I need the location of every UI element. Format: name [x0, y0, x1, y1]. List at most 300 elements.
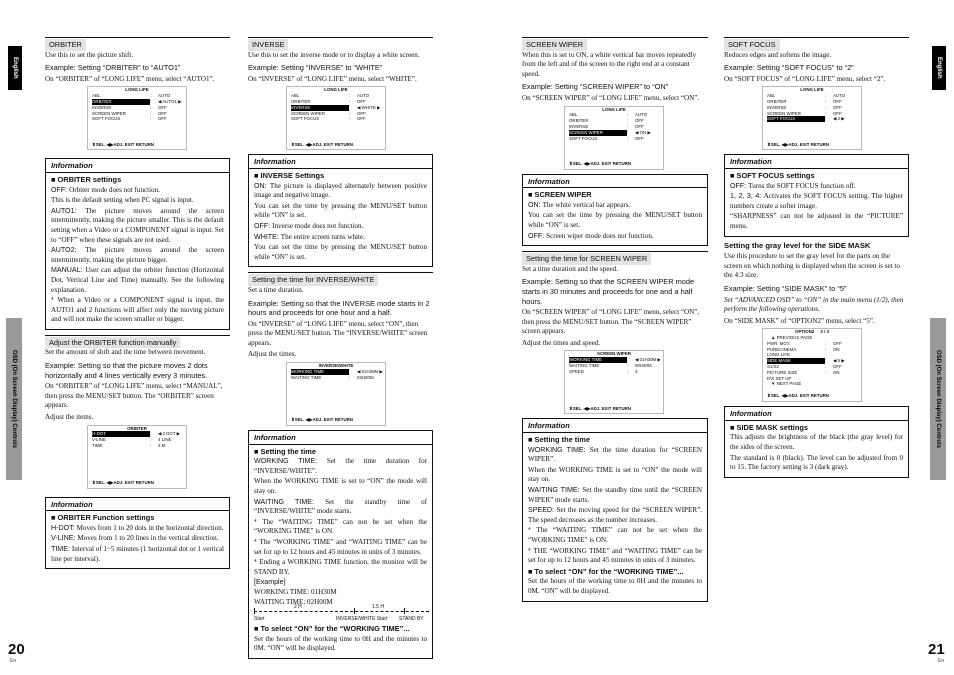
info-term: AUTO1: — [51, 206, 86, 215]
side-mask-note: Set “ADVANCED OSD” to “ON” in the main menu (1/2), then perform the following operations. — [724, 295, 904, 314]
menu-row-value: ◀ ON ▶ — [635, 129, 651, 135]
example-waiting: WAITING TIME: 02H00M — [254, 597, 333, 606]
info-subtitle: ■ SOFT FOCUS settings — [730, 170, 815, 180]
inverse-time-on-text: On “INVERSE” of “LONG LIFE” menu, select “ON”, then press the MENU/SET button. The “INVERSE/WHITE” screen appears. — [248, 319, 428, 347]
screen-wiper-on-text: On “SCREEN WIPER” of “LONG LIFE” menu, select “ON”. — [522, 93, 700, 102]
info-term: ON: — [528, 200, 543, 209]
soft-focus-intro: Reduces edges and softens the image. — [724, 50, 832, 59]
menu-row-label: ORBITER — [291, 98, 311, 104]
menu-row-colon: : — [349, 368, 351, 374]
orbiter-manual-bar: Adjust the ORBITER function manually — [45, 335, 230, 349]
menu-title: SCREEN WIPER — [597, 351, 631, 357]
info-header: Information — [523, 177, 707, 189]
info-term: WAITING TIME: — [254, 497, 326, 506]
info-item — [254, 498, 427, 517]
orbiter-manual-on-text: On “ORBITER” of “LONG LIFE” menu, select “MANUAL”, then press the MENU/SET button. The “ORBITER” screen appears. — [45, 382, 223, 410]
screen-wiper-time-menu-screenshot — [564, 350, 664, 414]
menu-row-colon: : — [150, 93, 152, 99]
info-text: User can adjust the orbiter function (Horizontal Dot, Vertical Line and Time) manually. See the following explanation. — [51, 266, 224, 294]
menu-row-colon: : — [349, 116, 351, 122]
menu-row-colon: : — [627, 118, 629, 124]
info-subtitle: ■ ORBITER settings — [51, 174, 122, 184]
menu-row-colon: : — [150, 98, 152, 104]
menu-row-colon: : — [349, 104, 351, 110]
menu-row-label: WORKING TIME — [291, 369, 349, 375]
info-text: The “WORKING TIME” and “WAITING TIME” can be set for up to 12 hours and 45 minutes in units of 3 minutes. — [254, 538, 428, 556]
info-text: You can set the time by pressing the MENU/SET button while “ON” is set. — [254, 243, 427, 261]
info-item — [528, 526, 702, 545]
inverse-time-info-box — [248, 430, 433, 659]
menu-row-label: INVERSE — [569, 123, 589, 129]
info-item — [528, 201, 702, 211]
menu-row-colon: : — [150, 104, 152, 110]
menu-row-colon: : — [627, 357, 629, 363]
menu-row-colon: : — [150, 443, 152, 449]
menu-footer: ⬍SEL. ◀▶ADJ. EXIT RETURN — [569, 160, 631, 166]
screen-wiper-time-adjust: Adjust the times and speed. — [522, 338, 601, 347]
timeline-tick — [404, 608, 405, 614]
info-header: Information — [725, 157, 908, 169]
menu-row-label: SCREEN WIPER — [92, 110, 126, 116]
timeline-start: Start — [254, 616, 265, 623]
menu-row-label: PWR. MGT. — [767, 340, 791, 346]
menu-title: ORBITER — [127, 425, 147, 431]
menu-row-value: OFF — [357, 98, 366, 104]
info-term: V-LINE: — [51, 534, 78, 543]
menu-row-value: OFF — [357, 110, 366, 116]
info-term: SPEED: — [528, 506, 557, 515]
info-item — [528, 486, 702, 505]
info-item — [254, 477, 427, 496]
info-term: WAITING TIME: — [528, 486, 583, 495]
menu-row-value: OFF — [635, 118, 644, 124]
timeline-label-1-5h: 1.5 H — [372, 604, 384, 611]
menu-row-label: ABL — [291, 93, 300, 99]
screen-wiper-time-example: Example: Setting so that the SCREEN WIPER mode starts in 30 minutes and proceeds for one and a half hours. — [522, 277, 695, 306]
info-text: The “WAITING TIME” can not be set when the “WORKING TIME” is ON. — [528, 526, 703, 544]
menu-row-label: ABL — [767, 93, 776, 99]
menu-row-colon — [825, 376, 833, 382]
info-item — [51, 186, 224, 196]
page-number-left: 20 — [8, 641, 25, 658]
menu-row-value: ◀ WHITE ▶ — [357, 104, 381, 110]
info-text: Inverse mode does not function. — [272, 221, 364, 230]
menu-row-colon: : — [150, 431, 152, 437]
page-number-right: 21 — [928, 641, 945, 658]
orbiter-manual-intro: Set the amount of shift and the time between movement. — [45, 348, 206, 357]
menu-row-colon: : — [825, 340, 827, 346]
info-text: The white vertical bar appears. — [542, 200, 631, 209]
soft-focus-section-bar — [724, 37, 909, 51]
info-item — [254, 233, 427, 243]
info-item — [730, 182, 903, 192]
screen-wiper-title: SCREEN WIPER — [522, 39, 587, 51]
menu-title: INVERSE/WHITE — [318, 363, 354, 369]
info-term: ON: — [254, 181, 270, 190]
info-subtitle: ■ Setting the time — [254, 446, 316, 456]
option2-menu-screenshot — [762, 328, 862, 402]
info-term: 1, 2, 3, 4: — [730, 192, 764, 201]
soft-focus-info-box — [724, 154, 909, 236]
menu-row-colon: : — [825, 116, 827, 122]
menu-row-value: AUTO — [357, 93, 370, 99]
menu-row-label: WAITING TIME — [291, 374, 322, 380]
menu-row-value: ON — [833, 369, 840, 375]
info-item — [51, 296, 224, 325]
soft-focus-menu-screenshot — [762, 86, 862, 150]
menu-row-label: ABL — [569, 112, 578, 118]
info-term: OFF: — [254, 221, 273, 230]
menu-row-label: SOFT FOCUS — [767, 116, 825, 122]
info-term: OFF: — [51, 185, 70, 194]
menu-row-value: OFF — [833, 364, 842, 370]
orbiter-manual-menu-screenshot — [87, 425, 187, 489]
info-text: The “WAITING TIME” can not be set when the “WORKING TIME” is ON. — [254, 517, 428, 536]
orbiter-menu-screenshot — [87, 86, 187, 150]
inverse-menu-screenshot — [286, 86, 386, 150]
info-text: You can set the time by pressing the MENU/SET button while “ON” is set. — [254, 201, 427, 220]
previous-page-item: ▲ PREVIOUS PAGE — [771, 335, 813, 341]
menu-footer: ⬍SEL. ◀▶ADJ. EXIT RETURN — [569, 405, 631, 411]
menu-row — [763, 116, 861, 122]
timeline-inverse-start: INVERSE/WHITE Start — [336, 616, 388, 623]
inverse-time-intro: Set a time duration. — [248, 285, 304, 294]
orbiter-example: Example: Setting “ORBITER” to “AUTO1” — [45, 63, 181, 73]
menu-row-label: SOFT FOCUS — [92, 116, 121, 122]
timeline-line — [254, 611, 429, 612]
timeline-label-2h: 2 H — [294, 604, 302, 611]
menu-row-value: ON — [833, 346, 840, 352]
info-item — [528, 211, 702, 230]
screen-wiper-menu-screenshot — [564, 106, 664, 170]
info-term: MANUAL: — [51, 266, 86, 275]
menu-row-label: ORBITER — [767, 98, 787, 104]
info-term: OFF: — [730, 181, 749, 190]
menu-title: LONG LIFE — [800, 87, 824, 93]
info-subtitle: ■ To select “ON” for the “WORKING TIME”... — [528, 566, 684, 576]
menu-row-label: ABL — [92, 93, 101, 99]
menu-row — [287, 375, 385, 381]
screen-wiper-time-bar: Setting the time for SCREEN WIPER — [522, 251, 708, 265]
info-item — [254, 518, 427, 537]
side-mask-example: Example: Setting “SIDE MASK” to “5” — [724, 283, 847, 293]
english-tab-left: English — [8, 46, 22, 90]
menu-row-value: OFF — [833, 98, 842, 104]
menu-row-value: OFF — [158, 116, 167, 122]
menu-footer: ⬍SEL. ◀▶ADJ. EXIT RETURN — [291, 417, 353, 423]
page-en-right: En — [938, 658, 945, 664]
orbiter-column — [45, 37, 230, 569]
soft-focus-column — [724, 37, 909, 478]
menu-row-colon: : — [825, 110, 827, 116]
menu-row-colon: : — [349, 93, 351, 99]
side-mask-on-text: On “SIDE MASK” of “OPTION2” menu, select “5”. — [724, 316, 875, 325]
soft-focus-title: SOFT FOCUS — [724, 39, 780, 51]
info-item — [254, 182, 427, 201]
inverse-info-box — [248, 154, 433, 267]
menu-row-label: TIME — [92, 443, 103, 449]
side-mask-heading: Setting the gray level for the SIDE MASK — [724, 240, 871, 250]
inverse-example: Example: Setting “INVERSE” to “WHITE” — [248, 63, 383, 73]
info-item — [528, 446, 702, 465]
side-mask-info-text1: This adjusts the brightness of the black (the gray level) for the sides of the screen. — [730, 433, 903, 452]
menu-row-label: ORBITER — [569, 118, 589, 124]
orbiter-section-bar — [45, 37, 230, 51]
menu-footer: ⬍SEL. ◀▶ADJ. EXIT RETURN — [92, 479, 154, 485]
menu-row-colon: : — [150, 116, 152, 122]
info-text: THE “WORKING TIME” and “WAITING TIME” can be set for up to 12 hours and 45 minutes in units of 3 minutes. — [528, 546, 702, 565]
on-select-text: Set the hours of the working time to 0H and the minutes to 0M. “ON” will be displayed. — [528, 577, 702, 595]
menu-row-value: OFF — [833, 104, 842, 110]
on-select-text: Set the hours of the working time to 0H and the minutes to 0M. “ON” will be displayed. — [254, 634, 427, 653]
menu-row-value: OFF — [357, 116, 366, 122]
orbiter-function-info-box — [45, 497, 230, 570]
info-item — [254, 538, 427, 557]
info-text: Activates the SOFT FOCUS setting. The higher numbers create a softer image. — [730, 192, 903, 210]
info-text: Screen wiper mode does not function. — [546, 231, 654, 240]
menu-row-value: 00H30M — [635, 363, 652, 369]
info-term: WORKING TIME: — [528, 445, 590, 454]
info-subtitle: ■ SCREEN WIPER — [528, 190, 592, 200]
menu-row-value: 3 M — [158, 443, 166, 449]
example-label: [Example] — [254, 578, 286, 587]
info-item — [528, 232, 702, 242]
inverse-time-bar: Setting the time for INVERSE/WHITE — [248, 272, 433, 286]
info-term: TIME: — [51, 545, 72, 553]
info-item — [51, 524, 224, 534]
menu-row-value: ◀ 01H30M ▶ — [635, 357, 661, 363]
info-subtitle: ■ SIDE MASK settings — [730, 422, 808, 432]
info-term: * — [51, 296, 58, 305]
info-item — [254, 222, 427, 232]
info-item — [528, 547, 702, 566]
info-item — [254, 457, 427, 476]
screen-wiper-section-bar — [522, 37, 708, 51]
menu-row-colon: : — [825, 369, 827, 375]
menu-row — [565, 369, 663, 375]
info-header: Information — [725, 409, 908, 421]
menu-row-label: PURECINEMA — [767, 346, 797, 352]
info-term: OFF: — [528, 231, 547, 240]
timeline-tick — [254, 608, 255, 614]
info-item — [528, 506, 702, 525]
info-item — [254, 243, 427, 262]
menu-row-label: V-LINE — [92, 437, 106, 443]
side-mask-info-text2: The standard is 0 (black). The level can be adjusted from 0 to 15. The factory setting is 3 (dark gray). — [730, 453, 903, 472]
menu-row-value: 02H00M — [357, 374, 374, 380]
inverse-time-adjust: Adjust the times. — [248, 350, 297, 359]
page-en-left: En — [10, 658, 17, 664]
info-text: Set the time duration for “SCREEN WIPER”. — [528, 445, 702, 464]
info-term: AUTO2: — [51, 246, 86, 255]
menu-row-label: SOFT FOCUS — [291, 116, 320, 122]
menu-footer: ⬍SEL. ◀▶ADJ. EXIT RETURN — [92, 141, 154, 147]
menu-row-colon: : — [627, 368, 629, 374]
info-text: Orbiter mode does not function. — [69, 185, 160, 194]
menu-row-label: INVERSE — [767, 104, 787, 110]
menu-row-label: LONG LIFE — [767, 352, 790, 358]
menu-row-colon: : — [825, 346, 827, 352]
menu-row-label: INVERSE — [291, 105, 349, 111]
info-text: Ending a WORKING TIME function, the monitor will be STAND BY. — [254, 558, 427, 576]
side-mask-intro: Use this procedure to set the gray level for the parts on the screen on which nothing is displayed when the screen is set to the 4:3 size. — [724, 252, 900, 280]
info-text: Set the standby time until the “SCREEN WIPER” mode starts. — [528, 486, 702, 504]
menu-row-colon: : — [150, 437, 152, 443]
menu-row-value: AUTO — [833, 93, 846, 99]
menu-footer: ⬍SEL. ◀▶ADJ. EXIT RETURN — [291, 141, 353, 147]
info-item — [254, 558, 427, 577]
info-term: H-DOT: — [51, 523, 77, 532]
menu-title: OPTION2 3 / 3 — [795, 329, 829, 335]
menu-row-colon: : — [627, 363, 629, 369]
info-text: When a Video or a COMPONENT signal is input, the AUTO1 and 2 functions will affect only the moving picture and will not make the screen smaller or bigger. — [51, 296, 225, 324]
menu-row-colon: : — [627, 123, 629, 129]
menu-row — [287, 116, 385, 122]
orbiter-title: ORBITER — [45, 39, 86, 51]
info-item — [730, 212, 903, 231]
screen-wiper-intro: When this is set to ON, a white vertical bar moves repeatedly from the left and of the screen to the right end at a constant speed. — [522, 50, 697, 78]
screen-wiper-column — [522, 37, 708, 602]
info-item — [528, 466, 702, 485]
info-item — [51, 266, 224, 295]
menu-row-colon: : — [825, 358, 827, 364]
info-item — [51, 196, 224, 206]
menu-row-label: SOFT FOCUS — [569, 135, 598, 141]
screen-wiper-time-on-text: On “SCREEN WIPER” of “LONG LIFE” menu, select “ON”, then press the MENU/SET button. The “SCREEN WIPER” screen appears. — [522, 308, 700, 336]
info-text: Moves from 1 to 20 dots in the horizontal direction. — [76, 523, 224, 532]
soft-focus-on-text: On “SOFT FOCUS” of “LONG LIFE” menu, select “2”. — [724, 74, 886, 83]
info-item — [730, 192, 903, 211]
menu-row-value: OFF — [635, 123, 644, 129]
inverse-section-bar — [248, 37, 433, 51]
info-text: This is the default setting when PC signal is input. — [51, 196, 194, 205]
menu-row-colon: : — [825, 364, 827, 370]
menu-row-colon: : — [825, 93, 827, 99]
info-header: Information — [523, 421, 707, 433]
menu-row-label: H-DOT — [92, 431, 150, 437]
inverse-column — [248, 37, 433, 659]
menu-row-label: SPEED — [569, 368, 584, 374]
menu-row-value: ◀ 2 DOT ▶ — [158, 431, 181, 437]
menu-row-label: ORBITER — [92, 99, 150, 105]
menu-row-value: 4 LINE — [158, 437, 172, 443]
info-text: The picture is displayed alternately between positive image and negative image. — [254, 181, 427, 200]
info-text: The entire screen turns white. — [280, 232, 365, 241]
info-term: * — [254, 538, 260, 546]
menu-footer: ⬍SEL. ◀▶ADJ. EXIT RETURN — [767, 141, 829, 147]
menu-row-value: OFF — [635, 135, 644, 141]
info-text: When the WORKING TIME is set to “ON” the mode will stay on. — [254, 477, 427, 496]
orbiter-info-box — [45, 158, 230, 330]
inverse-white-menu-screenshot — [286, 362, 386, 426]
menu-row-value: OFF — [833, 110, 842, 116]
menu-row-colon: : — [627, 129, 629, 135]
orbiter-on-text: On “ORBITER” of “LONG LIFE” menu, select “AUTO1”. — [45, 74, 215, 83]
info-text: Interval of 1~5 minutes (1 horizontal dot or 1 vertical line per interval). — [51, 545, 224, 563]
info-term: WORKING TIME: — [254, 457, 327, 466]
soft-focus-example: Example: Setting “SOFT FOCUS” to “2” — [724, 63, 854, 73]
menu-row-colon: : — [627, 135, 629, 141]
side-mask-info-box — [724, 406, 909, 478]
screen-wiper-time-info-box — [522, 418, 708, 601]
orbiter-manual-example: Example: Setting so that the picture moves 2 dots horizontally and 4 lines vertically every 3 minutes. — [45, 361, 208, 380]
info-term: * — [528, 526, 537, 535]
info-item — [51, 246, 224, 265]
menu-row-value: ◀ 5 ▶ — [833, 358, 845, 364]
info-text: The picture moves around the screen intermittently, making the picture smaller. This is the default setting when a Video or a COMPONENT signal is input. Set to “OFF” when these signals are not used. — [51, 206, 225, 244]
inverse-on-text: On “INVERSE” of “LONG LIFE” menu, select “WHITE”. — [248, 74, 417, 83]
info-subtitle: ■ ORBITER Function settings — [51, 513, 155, 523]
menu-row-label: WORKING TIME — [569, 357, 627, 363]
screen-wiper-time-intro: Set a time duration and the speed. — [522, 264, 618, 273]
info-item — [51, 545, 224, 564]
info-term: * — [528, 546, 534, 555]
menu-row-colon: : — [627, 112, 629, 118]
timeline-diagram — [254, 604, 427, 623]
menu-row-label: DVI SET UP — [767, 375, 792, 381]
info-term: WHITE: — [254, 232, 281, 241]
info-text: Set the time duration for “INVERSE/WHITE”. — [254, 457, 427, 475]
info-text: Set the standby time of “INVERSE/WHITE” mode starts. — [254, 497, 427, 516]
example-working: WORKING TIME: 01H30M — [254, 587, 337, 596]
orbiter-intro: Use this to set the picture shift. — [45, 50, 134, 59]
screen-wiper-info-box — [522, 174, 708, 247]
info-header: Information — [46, 161, 229, 173]
menu-row-value: AUTO — [635, 112, 648, 118]
menu-row-label: SIDE MASK — [767, 358, 825, 364]
menu-row-label: WAITING TIME — [569, 363, 600, 369]
menu-row-value: ◀ 2 ▶ — [833, 116, 845, 122]
info-item — [254, 202, 427, 221]
menu-row-value: AUTO — [158, 93, 171, 99]
inverse-time-example: Example: Setting so that the INVERSE mode starts in 2 hours and proceeds for one hour and a half. — [248, 298, 430, 318]
info-term: * — [254, 558, 260, 567]
info-text: You can set the time by pressing the MENU/SET button while “ON” is set. — [528, 211, 702, 229]
timeline-tick — [354, 608, 355, 614]
info-text: When the WORKING TIME is set to “ON” the mode will stay on. — [528, 465, 702, 484]
menu-row-value: ◀ 01H30M ▶ — [357, 368, 383, 374]
menu-row-colon: : — [349, 110, 351, 116]
inverse-title: INVERSE — [248, 39, 288, 51]
osd-tab-right: OSD (On Screen Display) Controls — [930, 318, 946, 480]
inverse-intro: Use this to set the inverse mode or to display a white screen. — [248, 50, 420, 59]
screen-wiper-example: Example: Setting “SCREEN WIPER” to “ON” — [522, 82, 669, 92]
info-text: The picture moves around the screen intermittently, making the picture bigger. — [51, 246, 225, 264]
info-text: Set the moving speed for the “SCREEN WIPER”. The speed decreases as the number increases. — [528, 506, 702, 524]
menu-row — [88, 443, 186, 449]
next-page-item: ▼ NEXT PAGE — [771, 381, 802, 387]
menu-row-value: OFF — [158, 104, 167, 110]
info-header: Information — [249, 157, 432, 169]
menu-row-label: SCREEN WIPER — [569, 130, 627, 136]
menu-row-colon: : — [349, 98, 351, 104]
menu-title: LONG LIFE — [324, 87, 348, 93]
info-item — [51, 534, 224, 544]
osd-tab-left: OSD (On Screen Display) Controls — [6, 318, 22, 480]
info-subtitle: ■ To select “ON” for the “WORKING TIME”... — [254, 624, 410, 634]
info-item — [51, 207, 224, 245]
menu-row-colon: : — [150, 110, 152, 116]
menu-row-value: OFF — [158, 110, 167, 116]
info-subtitle: ■ INVERSE Settings — [254, 170, 325, 180]
menu-row-label: S1/S2 — [767, 364, 779, 370]
menu-row — [88, 116, 186, 122]
menu-row-value: 3 — [635, 368, 638, 374]
menu-title: LONG LIFE — [602, 106, 626, 112]
info-text: Turns the SOFT FOCUS function off. — [748, 181, 856, 190]
orbiter-manual-adjust: Adjust the items. — [45, 413, 94, 422]
menu-title: LONG LIFE — [125, 87, 149, 93]
